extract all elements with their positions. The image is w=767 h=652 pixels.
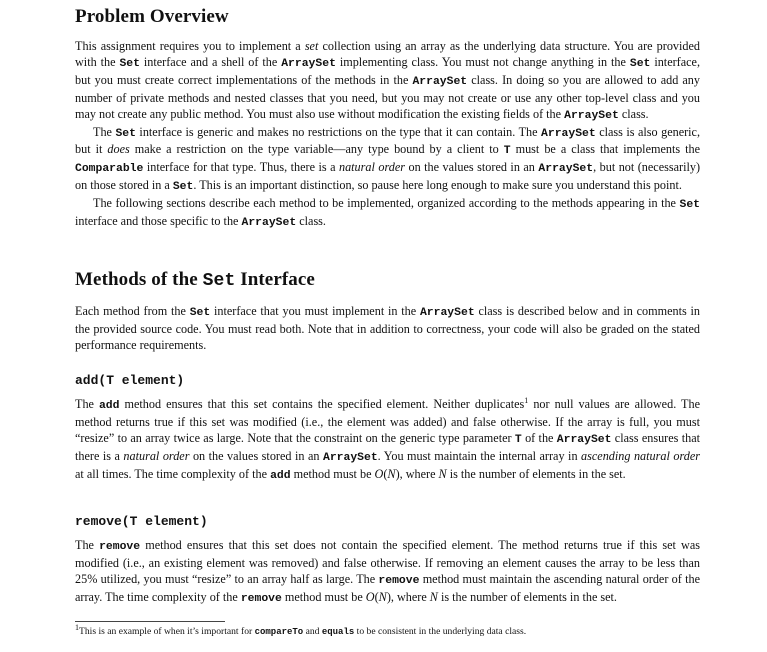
code-remove: remove xyxy=(99,541,141,553)
text: class. In doing so you are allowed to add any number of private methods and nested classes that you need, but you may not create or use any other top-level class and you may not create any public method. You must also use without modification the existing fields of the xyxy=(75,72,700,121)
code-arrayset: ArraySet xyxy=(538,163,594,176)
math-n: N xyxy=(429,589,438,604)
math-n: N xyxy=(438,466,447,481)
text: and xyxy=(303,626,322,637)
text: The following sections describe each method to be implemented, organized according to the methods appearing in the xyxy=(93,196,680,211)
text: method must be xyxy=(281,589,366,604)
code-remove: remove xyxy=(240,592,282,605)
methods-paragraph xyxy=(75,304,700,354)
text: must be a class that implements the xyxy=(510,142,700,157)
code-t: T xyxy=(503,145,511,158)
emph-does: does xyxy=(107,142,130,157)
heading-problem-overview: Problem Overview xyxy=(75,6,229,27)
text: make a restriction on the type variable—any type bound by a client to xyxy=(129,142,504,157)
add-method-body xyxy=(75,397,700,485)
emph-natural-order: natural order xyxy=(123,448,190,463)
code-arrayset: ArraySet xyxy=(241,217,297,230)
code-set: Set xyxy=(679,199,700,212)
text: Interface xyxy=(235,269,315,290)
math-paren: ) xyxy=(395,466,400,481)
overview-paragraph-3 xyxy=(75,196,700,232)
footnote xyxy=(75,622,700,638)
text: , where xyxy=(390,589,430,604)
text: . You must maintain the internal array in xyxy=(377,448,582,463)
text: class is described below and in comments in the provided source code. You must read both. Note that in addition to correctness, your code will also be graded on the stated performance requirements. xyxy=(75,304,700,352)
text: method ensures that this set contains the specified element. Neither duplicates xyxy=(119,397,525,411)
text: interface that you must implement in the xyxy=(210,304,420,318)
text: method must maintain the ascending natural order of the array. The time complexity of the xyxy=(75,571,700,604)
text: to be consistent in the underlying data class. xyxy=(354,626,527,637)
problem-overview-body xyxy=(75,39,700,232)
math-paren: ( xyxy=(374,589,379,604)
code-arrayset: ArraySet xyxy=(564,109,619,122)
code-set: Set xyxy=(115,127,136,140)
emph-set: set xyxy=(304,39,319,53)
remove-method-body xyxy=(75,538,700,608)
text: . This is an important distinction, so pause here long enough to make sure you understand this point. xyxy=(193,178,682,193)
text: interface for that type. Thus, there is a xyxy=(143,160,339,175)
heading-remove-method: remove(T element) xyxy=(75,514,208,529)
text: class. xyxy=(296,214,326,229)
footnote-marker: 1 xyxy=(524,395,529,405)
text: , but not (necessarily) on those stored in a xyxy=(75,160,701,193)
text: interface and those specific to the xyxy=(75,214,242,229)
text: nor null values are allowed. The method returns true if this set was modified (i.e., the element was added) and false otherwise. If the array is full, you must “resize” to an array twice as large. Note that the constraint on the generic type parameter xyxy=(75,397,700,445)
math-o: O xyxy=(374,466,384,481)
footnote-marker: 1 xyxy=(75,622,79,632)
text: The xyxy=(75,397,99,411)
text: , where xyxy=(399,466,439,481)
text: is the number of elements in the set. xyxy=(437,589,617,604)
text: interface, but you must create correct implementations of the methods in the xyxy=(75,54,700,87)
text: interface and a shell of the xyxy=(139,54,282,69)
math-paren: ) xyxy=(386,589,391,604)
code-arrayset: ArraySet xyxy=(541,127,596,140)
overview-paragraph-2 xyxy=(75,125,700,197)
text: Each method from the xyxy=(75,304,190,318)
text: on the values stored in an xyxy=(189,448,323,463)
text: This assignment requires you to implement a xyxy=(75,39,305,53)
emph-natural-order: natural order xyxy=(338,160,405,175)
math-paren: ( xyxy=(383,466,388,481)
footnote-divider xyxy=(75,621,225,622)
code-comparable: Comparable xyxy=(75,163,144,176)
text: on the values stored in an xyxy=(405,160,539,175)
code-equals: equals xyxy=(321,627,355,637)
text: interface is generic and makes no restrictions on the type that it can contain. The xyxy=(135,124,542,139)
text: class. xyxy=(618,106,649,121)
code-compareto: compareTo xyxy=(254,627,304,637)
text: The xyxy=(75,538,100,552)
add-paragraph xyxy=(75,397,700,485)
math-o: O xyxy=(365,589,375,604)
code-set: Set xyxy=(119,57,140,70)
code-t: T xyxy=(514,433,522,446)
heading-methods-of-set-interface xyxy=(75,268,315,293)
code-add: add xyxy=(98,400,120,412)
text: method ensures that this set does not contain the specified element. The method returns true if this set was modified (i.e., an existing element was removed) and false otherwise. If removing an element causes the array to be less than 25% utilized, you must “resize” to an array half as large. The xyxy=(75,538,700,586)
text: is the number of elements in the set. xyxy=(446,466,626,481)
code-set: Set xyxy=(172,181,194,194)
code-arrayset: ArraySet xyxy=(322,451,378,464)
math-n: N xyxy=(378,589,387,604)
code-set: Set xyxy=(629,57,651,70)
emph-ascending-natural-order: ascending natural order xyxy=(581,448,700,463)
code-add: add xyxy=(270,469,291,482)
text: The xyxy=(93,124,116,139)
code-set: Set xyxy=(189,307,211,319)
text: implementing class. You must not change anything in the xyxy=(335,54,630,69)
text: Methods of the xyxy=(75,269,203,290)
math-n: N xyxy=(387,466,396,481)
code-arrayset: ArraySet xyxy=(556,433,612,446)
remove-paragraph xyxy=(75,538,700,608)
text: of the xyxy=(521,430,557,445)
text: collection using an array as the underlying data structure. You are provided with the xyxy=(75,39,700,69)
code-arrayset: ArraySet xyxy=(281,57,336,70)
overview-paragraph-1 xyxy=(75,39,700,125)
code-arrayset: ArraySet xyxy=(412,75,468,88)
code-set: Set xyxy=(202,271,236,291)
code-remove: remove xyxy=(378,574,420,587)
code-arrayset: ArraySet xyxy=(419,307,475,319)
text: This is an example of when it’s important for xyxy=(79,626,255,637)
heading-add-method: add(T element) xyxy=(75,373,185,388)
text: at all times. The time complexity of the xyxy=(75,466,271,481)
text: method must be xyxy=(290,466,375,481)
text: class ensures that there is a xyxy=(75,430,700,463)
methods-intro xyxy=(75,304,700,354)
text: class is also generic, but it xyxy=(75,124,701,157)
